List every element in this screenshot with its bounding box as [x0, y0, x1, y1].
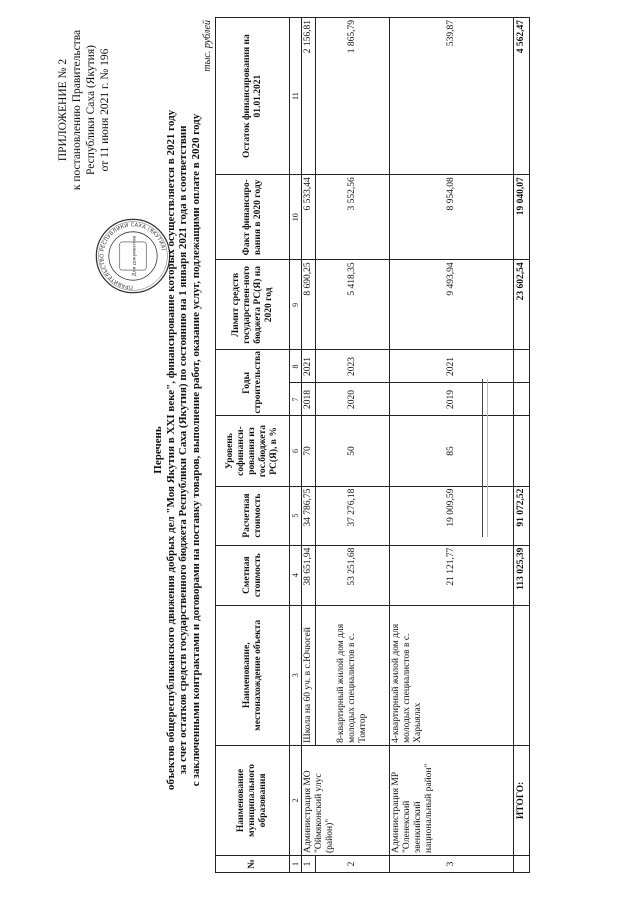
title-line: с заключенными контрактами и договорами на поставку товаров, выполнение работ, оказание услуг, подлежащими оплате в 2020 году [189, 113, 202, 787]
row-year-end: 2021 [390, 350, 514, 383]
total-fact: 19 040,07 [514, 175, 530, 260]
header-fact: Факт финансиро-вания в 2020 году [216, 175, 290, 260]
row-fact: 6 533,44 [302, 175, 316, 260]
table-row [302, 18, 316, 873]
col-number: 11 [290, 18, 302, 175]
col-number: 6 [290, 416, 302, 486]
col-number: 7 [290, 383, 302, 416]
row-estimate: 21 121,77 [390, 545, 514, 605]
row-object: Школа на 60 уч. в с.Ючюгей [302, 605, 316, 745]
col-number: 9 [290, 260, 302, 350]
appendix-line: к постановлению Правительства [71, 29, 83, 191]
row-object: 8-квартирный жилой дом для молодых специалистов в с. Томтор [316, 605, 390, 745]
col-number: 2 [290, 745, 302, 855]
header-estimate: Сметная стоимость [216, 545, 290, 605]
row-limit: 8 690,25 [302, 260, 316, 350]
header-years: Годы строительства [216, 350, 290, 416]
row-fact: 3 552,56 [316, 175, 390, 260]
table-row [390, 18, 514, 873]
footer-divider [487, 379, 488, 537]
col-number: 5 [290, 486, 302, 545]
row-calc: 34 786,75 [302, 486, 316, 545]
header-calc: Расчетная стоимость [216, 486, 290, 545]
total-calc: 91 072,52 [514, 486, 530, 545]
header-num: № [216, 855, 290, 872]
title-line: Перечень [152, 426, 164, 474]
col-number: 3 [290, 605, 302, 745]
title-line: объектов общереспубликанского движения добрых дел "Моя Якутия в XXI веке", финансирование которых осуществляется в 2021 году [164, 109, 177, 791]
row-calc: 19 009,59 [390, 486, 514, 545]
row-num: 1 [302, 855, 316, 872]
column-number-row [290, 18, 302, 873]
row-cofin: 85 [390, 416, 514, 486]
table-total-row [514, 18, 530, 873]
units-note: тыс. рублей [202, 20, 213, 72]
appendix-block [56, 15, 112, 205]
appendix-line: от 11 июня 2021 г. № 196 [99, 48, 111, 172]
document-title [152, 15, 202, 885]
row-num: 2 [316, 855, 390, 872]
row-object: 4-квартирный жилой дом для молодых специалистов в с. Харыялах [390, 605, 514, 745]
row-year-start: 2018 [302, 383, 316, 416]
header-cofin: Уровень софинанси-рования из гос.бюджета РС(Я), в % [216, 416, 290, 486]
header-rest: Остаток финансирования на 01.01.2021 [216, 18, 290, 175]
col-number: 4 [290, 545, 302, 605]
total-estimate: 113 025,39 [514, 545, 530, 605]
row-mo: Администрация МО "Оймяконский улус (район)" [302, 745, 390, 855]
row-year-start: 2019 [390, 383, 514, 416]
row-estimate: 53 251,68 [316, 545, 390, 605]
row-limit: 9 493,94 [390, 260, 514, 350]
row-cofin: 70 [302, 416, 316, 486]
row-rest: 2 156,81 [302, 18, 316, 175]
total-label: ИТОГО: [514, 745, 530, 855]
row-rest: 539,87 [390, 18, 514, 175]
seal-ring-text: ПРАВИТЕЛЬСТВО РЕСПУБЛИКИ САХА (ЯКУТИЯ) [99, 222, 167, 290]
row-year-end: 2023 [316, 350, 390, 383]
table-row [316, 18, 390, 873]
col-number: 1 [290, 855, 302, 872]
seal-center-text: Для документов [132, 235, 138, 277]
header-limit: Лимит средств государствен-ного бюджета РС(Я) на 2020 год [216, 260, 290, 350]
appendix-line: ПРИЛОЖЕНИЕ № 2 [57, 58, 69, 162]
table-header-row [216, 18, 290, 873]
row-mo: Администрация МР "Оленекский эвенкийский национальный район" [390, 745, 514, 855]
header-object: Наименование, местонахождение объекта [216, 605, 290, 745]
row-year-start: 2020 [316, 383, 390, 416]
row-num: 3 [390, 855, 514, 872]
header-mo: Наименование муниципального образования [216, 745, 290, 855]
row-cofin: 50 [316, 416, 390, 486]
row-rest: 1 865,79 [316, 18, 390, 175]
col-number: 10 [290, 175, 302, 260]
row-fact: 8 954,08 [390, 175, 514, 260]
total-rest: 4 562,47 [514, 18, 530, 175]
row-year-end: 2021 [302, 350, 316, 383]
row-limit: 5 418,35 [316, 260, 390, 350]
row-estimate: 38 651,94 [302, 545, 316, 605]
appendix-line: Республики Саха (Якутия) [85, 45, 97, 175]
col-number: 8 [290, 350, 302, 383]
total-limit: 23 602,54 [514, 260, 530, 350]
title-line: за счет остатков средств государственного бюджета Республики Саха (Якутия) по состоянию на 1 января 2021 года в соответствии [177, 125, 189, 775]
footer-divider [482, 379, 483, 537]
row-calc: 37 276,18 [316, 486, 390, 545]
